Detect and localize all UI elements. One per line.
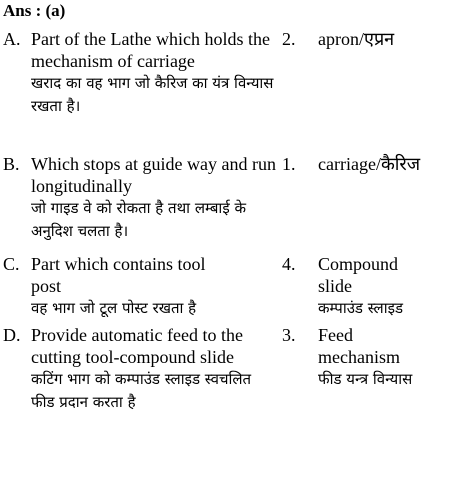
match-answer bbox=[318, 324, 468, 391]
item-hindi-text: खराद का वह भाग जो कैरिज का यंत्र विन्यास रखता है। bbox=[31, 74, 274, 115]
match-hindi-text: फीड यन्त्र विन्यास bbox=[318, 370, 413, 388]
item-letter: A. bbox=[3, 29, 21, 49]
item-english-text: Provide automatic feed to the cutting tool-compound slide bbox=[31, 325, 243, 367]
item-question bbox=[31, 28, 276, 118]
item-english-text: Part of the Lathe which holds the mechanism of carriage bbox=[31, 29, 270, 71]
item-english-text: Which stops at guide way and run longitudinally bbox=[31, 154, 276, 196]
match-hindi-text: कम्पाउंड स्लाइड bbox=[318, 299, 404, 317]
match-number: 1. bbox=[282, 154, 296, 174]
match-english-text: Compound slide bbox=[318, 254, 399, 296]
match-english-text: apron/एप्रन bbox=[318, 29, 395, 49]
match-english-text: Feed mechanism bbox=[318, 325, 400, 367]
match-answer bbox=[318, 253, 468, 320]
item-letter: D. bbox=[3, 325, 21, 345]
item-english-text: Part which contains tool post bbox=[31, 254, 206, 296]
item-letter: B. bbox=[3, 154, 20, 174]
item-hindi-text: वह भाग जो टूल पोस्ट रखता है bbox=[31, 299, 197, 317]
match-answer bbox=[318, 28, 468, 50]
item-hindi-text: जो गाइड वे को रोकता है तथा लम्बाई के अनुदिश चलता है। bbox=[31, 199, 246, 240]
item-question bbox=[31, 324, 276, 414]
item-question bbox=[31, 253, 221, 320]
match-answer bbox=[318, 153, 468, 175]
match-number: 2. bbox=[282, 29, 296, 49]
match-number: 3. bbox=[282, 325, 296, 345]
item-hindi-text: कटिंग भाग को कम्पाउंड स्लाइड स्वचलित फीड प्रदान करता है bbox=[31, 370, 252, 411]
answer-label: Ans : (a) bbox=[3, 1, 66, 20]
item-question bbox=[31, 153, 276, 243]
match-number: 4. bbox=[282, 254, 296, 274]
item-letter: C. bbox=[3, 254, 20, 274]
match-english-text: carriage/कैरिज bbox=[318, 154, 421, 174]
